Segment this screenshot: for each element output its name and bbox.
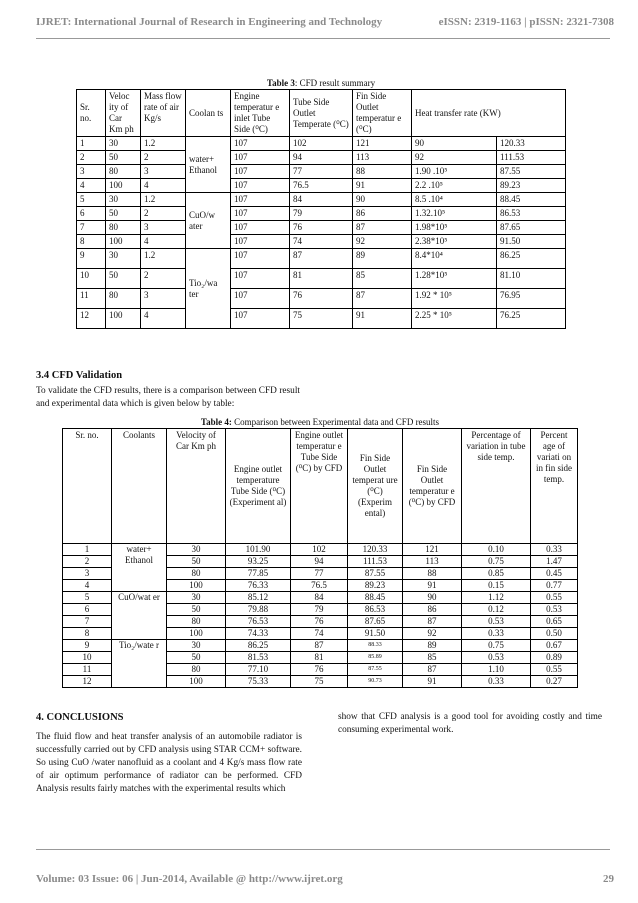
table4-cell: 0.10 bbox=[462, 544, 531, 556]
table4-cell: 88.33 bbox=[348, 640, 403, 652]
table3-cell: 107 bbox=[231, 193, 290, 207]
table4-cell: 89 bbox=[403, 640, 462, 652]
table3-cell: 87 bbox=[290, 249, 353, 269]
table4-cell: 1.47 bbox=[531, 556, 578, 568]
t3-header: Veloc ity of Car Km ph bbox=[106, 90, 141, 137]
issn: eISSN: 2319-1163 | pISSN: 2321-7308 bbox=[438, 16, 614, 28]
table4-coolant-cell: CuO/wat er bbox=[112, 592, 167, 640]
table4-cell: 50 bbox=[167, 652, 226, 664]
table3-cell: 3 bbox=[77, 165, 106, 179]
table4-cell: 86 bbox=[403, 604, 462, 616]
t4-header: Coolants bbox=[112, 429, 167, 544]
table4-caption bbox=[150, 417, 490, 427]
table3-cell: 75 bbox=[290, 309, 353, 329]
table4-cell: 9 bbox=[63, 640, 112, 652]
t3-header: Tube Side Outlet Temperate (⁰C) bbox=[290, 90, 353, 137]
table3-cell: 84 bbox=[290, 193, 353, 207]
table3-cell: 86 bbox=[353, 207, 412, 221]
table3-row bbox=[77, 165, 566, 179]
t4-header: Percentage of variation in tube side temp. bbox=[462, 429, 531, 544]
table4-cell: 81.53 bbox=[226, 652, 291, 664]
t3-header: Fin Side Outlet temperatur e (⁰C) bbox=[353, 90, 412, 137]
table3-row bbox=[77, 179, 566, 193]
table3-cell: 107 bbox=[231, 289, 290, 309]
table4-cell: 12 bbox=[63, 676, 112, 688]
table4-caption-text: Comparison between Experimental data and CFD results bbox=[231, 417, 440, 427]
t4-header: Fin Side Outlet temperatur e (⁰C) by CFD bbox=[403, 429, 462, 544]
table4-cell: 0.53 bbox=[531, 604, 578, 616]
table3-cell: 30 bbox=[106, 137, 141, 151]
table4-cell: 0.55 bbox=[531, 664, 578, 676]
table4-cell: 0.65 bbox=[531, 616, 578, 628]
table3-cell: 87.65 bbox=[497, 221, 566, 235]
t4-header: Velocity of Car Km ph bbox=[167, 429, 226, 544]
table4-cell: 2 bbox=[63, 556, 112, 568]
table4-cell: 87.55 bbox=[348, 568, 403, 580]
table3-cell: 85 bbox=[353, 269, 412, 289]
table4-caption-label: Table 4: bbox=[200, 417, 232, 427]
table3-header-row bbox=[77, 90, 566, 137]
table3-cell: 1.32.10⁵ bbox=[412, 207, 497, 221]
table4-cell: 102 bbox=[291, 544, 348, 556]
table4-cell: 0.89 bbox=[531, 652, 578, 664]
conclusions-right-text: show that CFD analysis is a good tool for avoiding costly and time consuming experimental work. bbox=[338, 712, 602, 735]
table3-cell: 1.90 .10⁵ bbox=[412, 165, 497, 179]
table4-cell: 76.53 bbox=[226, 616, 291, 628]
table3-cell: 76.25 bbox=[497, 309, 566, 329]
section-3-4-text: To validate the CFD results, there is a comparison between CFD result and experimental data which is given below by table: bbox=[36, 386, 300, 409]
table4-cell: 4 bbox=[63, 580, 112, 592]
table3-cell: 107 bbox=[231, 269, 290, 289]
table4-cell: 81 bbox=[291, 652, 348, 664]
table3-cell: 100 bbox=[106, 235, 141, 249]
table3-cell: 6 bbox=[77, 207, 106, 221]
table4-cell: 100 bbox=[167, 628, 226, 640]
table4-cell: 1 bbox=[63, 544, 112, 556]
table4-cell: 89.23 bbox=[348, 580, 403, 592]
table4-cell: 85 bbox=[403, 652, 462, 664]
table3-cell: 7 bbox=[77, 221, 106, 235]
table3-row bbox=[77, 221, 566, 235]
table4-cell: 50 bbox=[167, 556, 226, 568]
footer-rule bbox=[36, 849, 610, 850]
t3-header: Engine temperatur e inlet Tube Side (⁰C) bbox=[231, 90, 290, 137]
table3-cell: 11 bbox=[77, 289, 106, 309]
table4-cell: 86.53 bbox=[348, 604, 403, 616]
table3-cell: 10 bbox=[77, 269, 106, 289]
table3-cell: 1.28*10⁵ bbox=[412, 269, 497, 289]
table3-cell: 8.5 .10⁴ bbox=[412, 193, 497, 207]
table3-cell: 2 bbox=[141, 151, 186, 165]
table4-cell: 87 bbox=[291, 640, 348, 652]
table4-cell: 86.25 bbox=[226, 640, 291, 652]
table3-cell: 1 bbox=[77, 137, 106, 151]
table3-cell: 92 bbox=[412, 151, 497, 165]
table4-cell: 113 bbox=[403, 556, 462, 568]
table3-cell: 107 bbox=[231, 137, 290, 151]
t4-header: Engine outlet temperature Tube Side (⁰C) (Experiment al) bbox=[226, 429, 291, 544]
table3-cell: 1.2 bbox=[141, 249, 186, 269]
table3-cell: 87.55 bbox=[497, 165, 566, 179]
table3-cell: 88.45 bbox=[497, 193, 566, 207]
table4-cell: 79.88 bbox=[226, 604, 291, 616]
table4-cell: 121 bbox=[403, 544, 462, 556]
table3-row bbox=[77, 249, 566, 269]
table4-cell: 30 bbox=[167, 544, 226, 556]
table4-cell: 80 bbox=[167, 664, 226, 676]
t3-header: Mass flow rate of air Kg/s bbox=[141, 90, 186, 137]
table4-cell: 87.55 bbox=[348, 664, 403, 676]
table3-cell: 107 bbox=[231, 221, 290, 235]
table4-cell: 120.33 bbox=[348, 544, 403, 556]
t4-header: Percent age of variati on in fin side temp. bbox=[531, 429, 578, 544]
table4-cell: 3 bbox=[63, 568, 112, 580]
table4-cell: 84 bbox=[291, 592, 348, 604]
table3-cell: 50 bbox=[106, 151, 141, 165]
table3-cell: 80 bbox=[106, 221, 141, 235]
table3-cell: 87 bbox=[353, 221, 412, 235]
table4-cell: 90 bbox=[403, 592, 462, 604]
table4-cell: 94 bbox=[291, 556, 348, 568]
table4-cell: 0.55 bbox=[531, 592, 578, 604]
table3-cell: 76.95 bbox=[497, 289, 566, 309]
table3-cell: 77 bbox=[290, 165, 353, 179]
table3-cell: 107 bbox=[231, 179, 290, 193]
table4-cell: 1.12 bbox=[462, 592, 531, 604]
table3-row bbox=[77, 207, 566, 221]
table4-cell: 87 bbox=[403, 664, 462, 676]
table3-cell: 107 bbox=[231, 151, 290, 165]
t3-header: Heat transfer rate (KW) bbox=[412, 90, 566, 137]
table4-cell: 0.33 bbox=[462, 628, 531, 640]
t4-header: Fin Side Outlet temperat ure (⁰C) (Experim ental) bbox=[348, 429, 403, 544]
table3-cell: 88 bbox=[353, 165, 412, 179]
table4-cell: 87.65 bbox=[348, 616, 403, 628]
table3-cell: 4 bbox=[141, 179, 186, 193]
table3-caption-label: Table 3 bbox=[266, 78, 295, 88]
table3-coolant-cell: CuO/w ater bbox=[186, 193, 231, 249]
table4-cell: 85.12 bbox=[226, 592, 291, 604]
table4-cell: 0.27 bbox=[531, 676, 578, 688]
table4-cell: 76 bbox=[291, 616, 348, 628]
table3-cell: 90 bbox=[412, 137, 497, 151]
table3-coolant-cell: water+ Ethanol bbox=[186, 137, 231, 193]
table3-cell: 50 bbox=[106, 207, 141, 221]
table4-coolant-cell: water+ Ethanol bbox=[112, 544, 167, 592]
table4-cell: 75.33 bbox=[226, 676, 291, 688]
table4-cell: 74 bbox=[291, 628, 348, 640]
table3-cell: 8 bbox=[77, 235, 106, 249]
table4-cell: 92 bbox=[403, 628, 462, 640]
table4-cell: 0.53 bbox=[462, 652, 531, 664]
table3-cell: 79 bbox=[290, 207, 353, 221]
table3-cell: 80 bbox=[106, 165, 141, 179]
table3-cell: 81.10 bbox=[497, 269, 566, 289]
table3-cell: 91.50 bbox=[497, 235, 566, 249]
table4-cell: 0.33 bbox=[462, 676, 531, 688]
table3-cell: 1.2 bbox=[141, 193, 186, 207]
table3-coolant-cell: Tio₂/wa ter bbox=[186, 249, 231, 329]
table3-cell: 1.92 * 10⁵ bbox=[412, 289, 497, 309]
table4-cell: 91.50 bbox=[348, 628, 403, 640]
journal-title: IJRET: International Journal of Research in Engineering and Technology bbox=[36, 16, 383, 28]
table3-row bbox=[77, 309, 566, 329]
table3-row bbox=[77, 137, 566, 151]
table4-cell: 0.45 bbox=[531, 568, 578, 580]
table3-cell: 89 bbox=[353, 249, 412, 269]
table4-cell: 90.73 bbox=[348, 676, 403, 688]
table4-coolant-cell: Tio₂/wate r bbox=[112, 640, 167, 688]
table4-cell: 91 bbox=[403, 676, 462, 688]
table3-cell: 4 bbox=[141, 309, 186, 329]
table3-cell: 91 bbox=[353, 179, 412, 193]
table3-cell: 30 bbox=[106, 193, 141, 207]
table3-row bbox=[77, 235, 566, 249]
footer-volume: Volume: 03 Issue: 06 | Jun-2014, Available @ http://www.ijret.org bbox=[36, 873, 343, 885]
table3-cell: 89.23 bbox=[497, 179, 566, 193]
table3-cell: 2.38*10⁵ bbox=[412, 235, 497, 249]
t3-header: Sr. no. bbox=[77, 90, 106, 137]
table4-cell: 91 bbox=[403, 580, 462, 592]
table3-cell: 86.25 bbox=[497, 249, 566, 269]
table3-cell: 94 bbox=[290, 151, 353, 165]
table3-cell: 91 bbox=[353, 309, 412, 329]
table4-cell: 30 bbox=[167, 592, 226, 604]
table3-row bbox=[77, 289, 566, 309]
table3-cell: 87 bbox=[353, 289, 412, 309]
table3-cell: 76 bbox=[290, 221, 353, 235]
table4-row bbox=[63, 640, 578, 652]
table4-cell: 76 bbox=[291, 664, 348, 676]
table4-cell: 93.25 bbox=[226, 556, 291, 568]
table3-cell: 2 bbox=[77, 151, 106, 165]
table4-cell: 10 bbox=[63, 652, 112, 664]
table3 bbox=[76, 89, 566, 329]
table3-cell: 74 bbox=[290, 235, 353, 249]
table4-cell: 0.12 bbox=[462, 604, 531, 616]
table4-cell: 0.53 bbox=[462, 616, 531, 628]
table4-cell: 0.75 bbox=[462, 640, 531, 652]
table4-row bbox=[63, 592, 578, 604]
table3-cell: 50 bbox=[106, 269, 141, 289]
table3-cell: 90 bbox=[353, 193, 412, 207]
table4-cell: 8 bbox=[63, 628, 112, 640]
table4-row bbox=[63, 544, 578, 556]
table3-caption-text: : CFD result summary bbox=[294, 78, 376, 88]
table4-cell: 0.75 bbox=[462, 556, 531, 568]
table3-cell: 111.53 bbox=[497, 151, 566, 165]
table4-cell: 76.33 bbox=[226, 580, 291, 592]
table3-cell: 3 bbox=[141, 221, 186, 235]
table3-cell: 102 bbox=[290, 137, 353, 151]
table4-cell: 80 bbox=[167, 616, 226, 628]
table3-row bbox=[77, 269, 566, 289]
table4-cell: 0.15 bbox=[462, 580, 531, 592]
table3-cell: 113 bbox=[353, 151, 412, 165]
table4-cell: 87 bbox=[403, 616, 462, 628]
table4-cell: 0.67 bbox=[531, 640, 578, 652]
table3-row bbox=[77, 193, 566, 207]
table4-cell: 88 bbox=[403, 568, 462, 580]
table4-cell: 111.53 bbox=[348, 556, 403, 568]
page-number: 29 bbox=[603, 873, 614, 885]
table4-cell: 77 bbox=[291, 568, 348, 580]
table3-cell: 1.2 bbox=[141, 137, 186, 151]
table4-cell: 79 bbox=[291, 604, 348, 616]
table3-cell: 80 bbox=[106, 289, 141, 309]
table3-cell: 76 bbox=[290, 289, 353, 309]
table3-cell: 5 bbox=[77, 193, 106, 207]
table3-cell: 107 bbox=[231, 165, 290, 179]
table3-cell: 107 bbox=[231, 207, 290, 221]
table3-cell: 81 bbox=[290, 269, 353, 289]
table4-cell: 5 bbox=[63, 592, 112, 604]
table3-cell: 107 bbox=[231, 309, 290, 329]
table3-cell: 92 bbox=[353, 235, 412, 249]
table4-cell: 74.33 bbox=[226, 628, 291, 640]
table3-cell: 3 bbox=[141, 165, 186, 179]
table3-cell: 2 bbox=[141, 207, 186, 221]
table4 bbox=[62, 428, 578, 688]
table3-cell: 9 bbox=[77, 249, 106, 269]
table3-cell: 76.5 bbox=[290, 179, 353, 193]
table4-cell: 80 bbox=[167, 568, 226, 580]
section-3-4-title: 3.4 CFD Validation bbox=[36, 370, 123, 381]
table3-cell: 1.98*10⁵ bbox=[412, 221, 497, 235]
table4-cell: 11 bbox=[63, 664, 112, 676]
table3-cell: 107 bbox=[231, 235, 290, 249]
table4-cell: 75 bbox=[291, 676, 348, 688]
table3-cell: 100 bbox=[106, 309, 141, 329]
t4-header: Engine outlet temperatur e Tube Side (⁰C) by CFD bbox=[291, 429, 348, 544]
table4-header-row bbox=[63, 429, 578, 544]
table4-cell: 1.10 bbox=[462, 664, 531, 676]
table4-cell: 0.33 bbox=[531, 544, 578, 556]
header-rule bbox=[36, 38, 610, 39]
table3-row bbox=[77, 151, 566, 165]
table4-cell: 77.85 bbox=[226, 568, 291, 580]
table4-cell: 0.77 bbox=[531, 580, 578, 592]
table4-cell: 101.90 bbox=[226, 544, 291, 556]
table4-cell: 88.45 bbox=[348, 592, 403, 604]
table4-cell: 85.89 bbox=[348, 652, 403, 664]
table3-caption bbox=[76, 78, 566, 88]
table3-cell: 86.53 bbox=[497, 207, 566, 221]
table3-cell: 100 bbox=[106, 179, 141, 193]
table3-cell: 121 bbox=[353, 137, 412, 151]
t4-header: Sr. no. bbox=[63, 429, 112, 544]
table3-cell: 2.25 * 10⁵ bbox=[412, 309, 497, 329]
table3-cell: 2 bbox=[141, 269, 186, 289]
t3-header: Coolan ts bbox=[186, 90, 231, 137]
table4-cell: 77.10 bbox=[226, 664, 291, 676]
table4-cell: 0.50 bbox=[531, 628, 578, 640]
table3-cell: 12 bbox=[77, 309, 106, 329]
table4-cell: 100 bbox=[167, 676, 226, 688]
table4-cell: 0.85 bbox=[462, 568, 531, 580]
conclusions-left-text: The fluid flow and heat transfer analysis of an automobile radiator is successfully carried out by CFD analysis using STAR CCM+ software. So using CuO /water nanofluid as a coolant and 4 Kg/s mass flow rate of air optimum performance of radiator can be performed. CFD Analysis results fairly matches with the experimental results which bbox=[36, 732, 302, 794]
table4-cell: 50 bbox=[167, 604, 226, 616]
table3-cell: 4 bbox=[77, 179, 106, 193]
table4-cell: 6 bbox=[63, 604, 112, 616]
table3-cell: 8.4*10⁴ bbox=[412, 249, 497, 269]
conclusions-title: 4. CONCLUSIONS bbox=[36, 712, 124, 723]
table4-cell: 100 bbox=[167, 580, 226, 592]
table3-cell: 30 bbox=[106, 249, 141, 269]
table3-cell: 3 bbox=[141, 289, 186, 309]
table4-cell: 7 bbox=[63, 616, 112, 628]
table3-cell: 107 bbox=[231, 249, 290, 269]
table3-cell: 4 bbox=[141, 235, 186, 249]
table4-cell: 30 bbox=[167, 640, 226, 652]
table3-cell: 120.33 bbox=[497, 137, 566, 151]
table3-cell: 2.2 .10⁵ bbox=[412, 179, 497, 193]
table4-cell: 76.5 bbox=[291, 580, 348, 592]
